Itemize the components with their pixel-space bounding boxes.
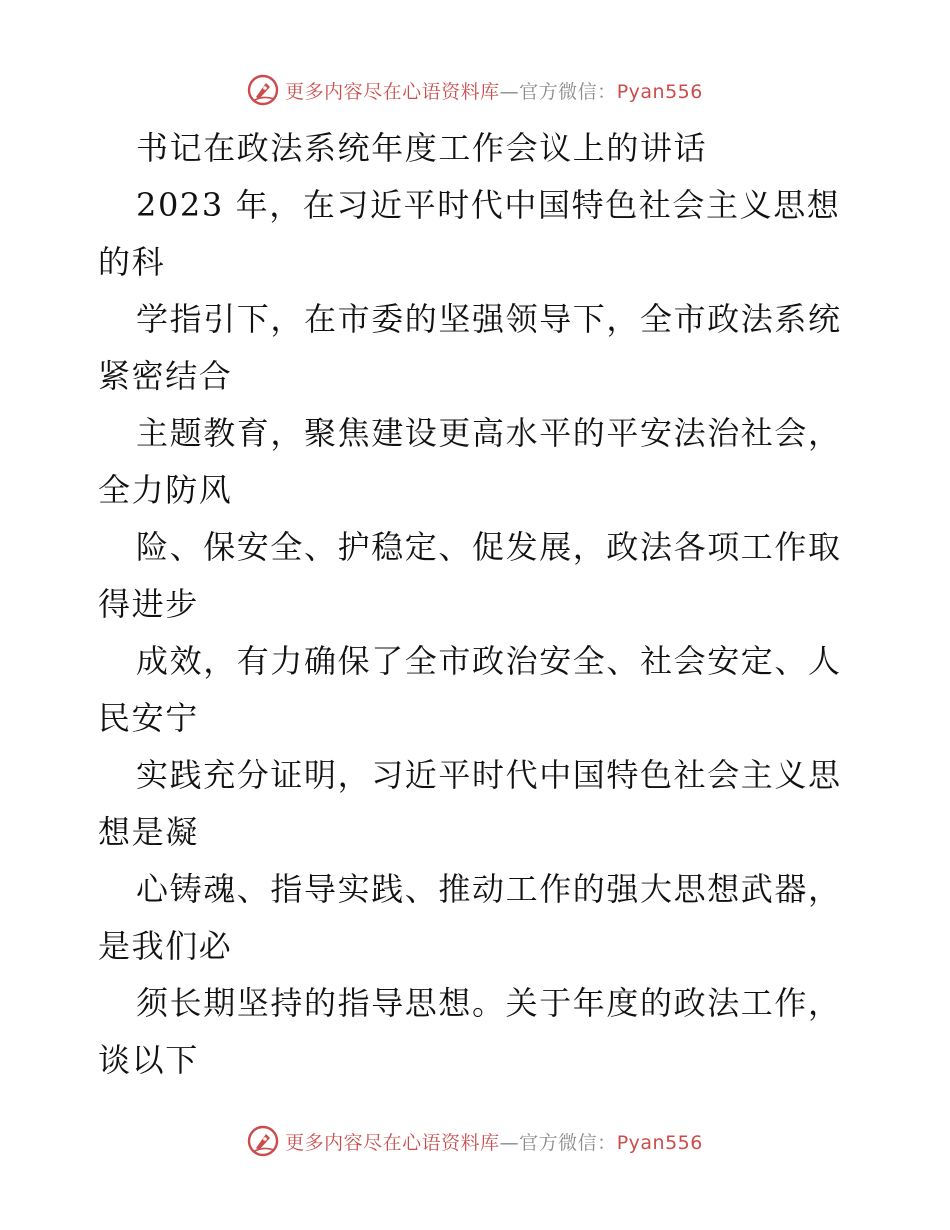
text-line: 想是凝 [98, 813, 199, 851]
text-line: 险、保安全、护稳定、促发展，政法各项工作取 [136, 528, 842, 566]
watermark-text [285, 77, 703, 104]
watermark-main: 更多内容尽在心语资料库 [285, 1131, 500, 1154]
pen-nib-logo-icon [247, 74, 279, 106]
watermark-official-label: 官方微信： [519, 80, 617, 103]
text-line: 是我们必 [98, 927, 233, 965]
text-line: 成效，有力确保了全市政治安全、社会安定、人 [136, 642, 842, 680]
text-line: 紧密结合 [98, 357, 233, 395]
watermark-wechat-id: Pyan556 [616, 1131, 703, 1154]
footer-watermark [0, 1121, 950, 1161]
watermark-dash: — [499, 80, 520, 103]
pen-nib-logo-icon [247, 1125, 279, 1157]
watermark-main: 更多内容尽在心语资料库 [285, 80, 500, 103]
document-body [98, 120, 858, 1089]
text-line: 得进步 [98, 585, 199, 623]
text-line: 学指引下，在市委的坚强领导下，全市政法系统 [136, 300, 842, 338]
text-line: 主题教育，聚焦建设更高水平的平安法治社会， [136, 414, 842, 452]
watermark-wechat-id: Pyan556 [616, 80, 703, 103]
text-line: 2023 年，在习近平时代中国特色社会主义思想 [136, 186, 841, 224]
header-watermark [0, 70, 950, 110]
text-line: 实践充分证明，习近平时代中国特色社会主义思 [136, 756, 842, 794]
text-line: 须长期坚持的指导思想。关于年度的政法工作， [136, 984, 842, 1022]
text-line: 全力防风 [98, 471, 233, 509]
text-line: 心铸魂、指导实践、推动工作的强大思想武器， [136, 870, 842, 908]
watermark-text [285, 1128, 703, 1155]
document-title: 书记在政法系统年度工作会议上的讲话 [136, 129, 708, 167]
text-line: 民安宁 [98, 699, 199, 737]
text-line: 的科 [98, 243, 166, 281]
watermark-official-label: 官方微信： [519, 1131, 617, 1154]
watermark-dash: — [499, 1131, 520, 1154]
text-line: 谈以下 [98, 1041, 199, 1079]
